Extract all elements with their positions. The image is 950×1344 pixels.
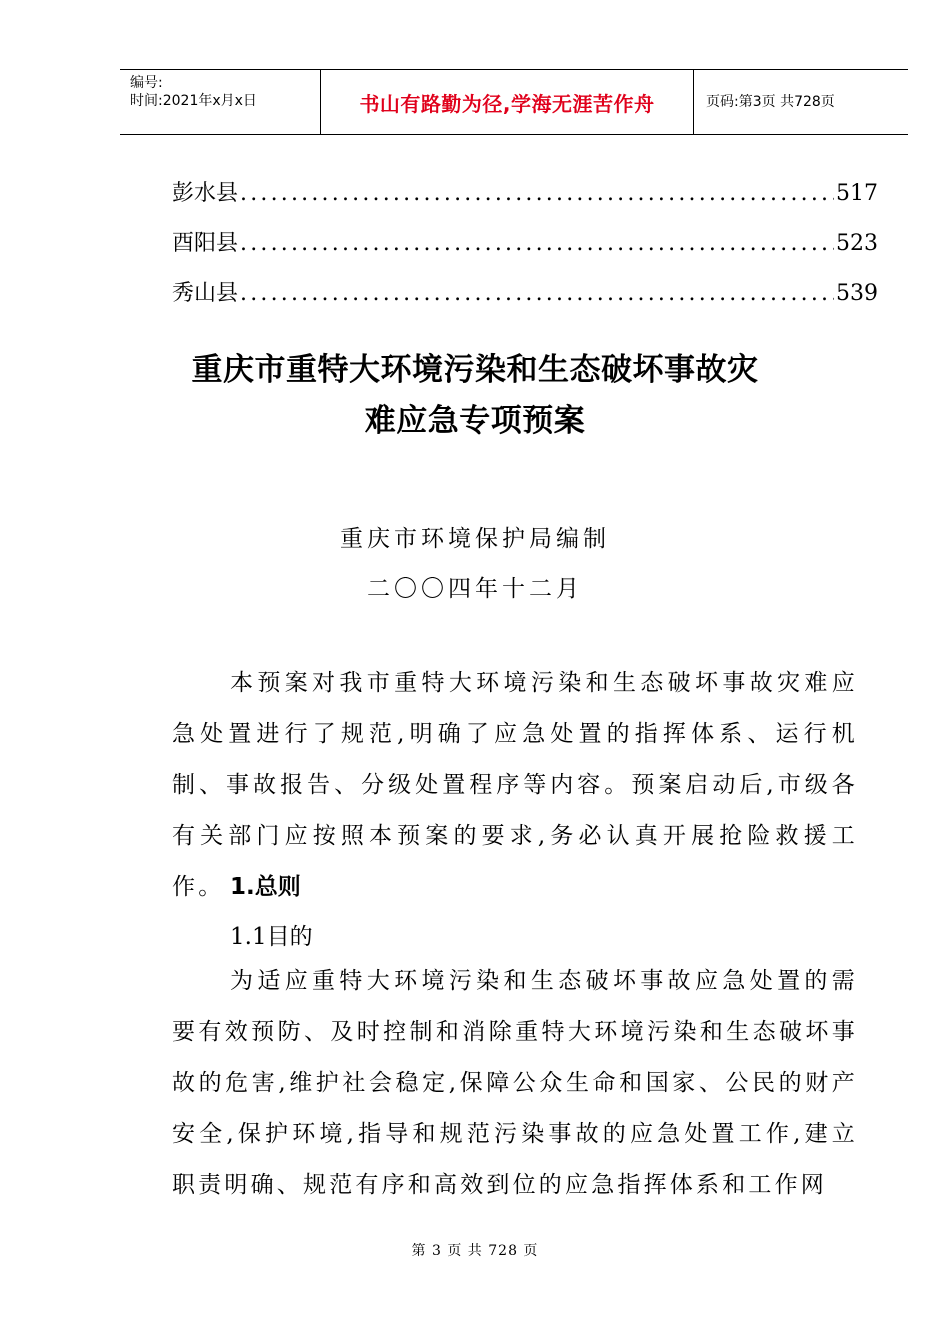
document-title-line2: 难应急专项预案 <box>364 403 586 439</box>
document-author: 重庆市环境保护局编制 <box>340 526 610 552</box>
subsection-heading: 1.1目的 <box>230 924 313 950</box>
toc-entry <box>172 276 878 308</box>
toc-entry-page: 523 <box>836 231 878 256</box>
header-motto-cell <box>320 70 694 134</box>
toc-entry-page: 539 <box>836 281 878 306</box>
toc-leader-dots <box>240 281 834 306</box>
toc-entry-name: 彭水县 <box>172 181 239 206</box>
section-heading: 1.总则 <box>230 874 301 900</box>
toc-entry-name: 秀山县 <box>172 281 239 306</box>
time-label: 时间:2021年x月x日 <box>130 93 257 109</box>
intro-paragraph: 本预案对我市重特大环境污染和生态破坏事故灾难应急处置进行了规范,明确了应急处置的指挥体系、运行机制、事故报告、分级处置程序等内容。预案启动后,市级各有关部门应按照本预案的要求,务必认真开展抢险救援工作。 <box>172 670 858 900</box>
toc-entry <box>172 176 878 208</box>
document-date: 二〇〇四年十二月 <box>367 576 583 602</box>
header-motto: 书山有路勤为径,学海无涯苦作舟 <box>359 91 655 116</box>
toc-leader-dots <box>240 181 834 206</box>
page-footer: 第 3 页 共 728 页 <box>411 1243 539 1259</box>
number-label: 编号: <box>130 75 163 91</box>
toc-entry-name: 酉阳县 <box>172 231 239 256</box>
toc-entry-page: 517 <box>836 181 878 206</box>
header-meta <box>120 70 320 134</box>
toc-entry <box>172 226 878 258</box>
header-page-cell <box>694 70 908 134</box>
toc-leader-dots <box>240 231 834 256</box>
header-page-label: 页码:第3页 共728页 <box>706 94 835 110</box>
purpose-paragraph: 为适应重特大环境污染和生态破坏事故应急处置的需要有效预防、及时控制和消除重特大环境污染和生态破坏事故的危害,维护社会稳定,保障公众生命和国家、公民的财产安全,保护环境,指导和规范污染事故的应急处置工作,建立职责明确、规范有序和高效到位的应急指挥体系和工作网 <box>172 968 858 1198</box>
document-header <box>120 69 908 135</box>
document-title-line1: 重庆市重特大环境污染和生态破坏事故灾 <box>191 352 759 388</box>
